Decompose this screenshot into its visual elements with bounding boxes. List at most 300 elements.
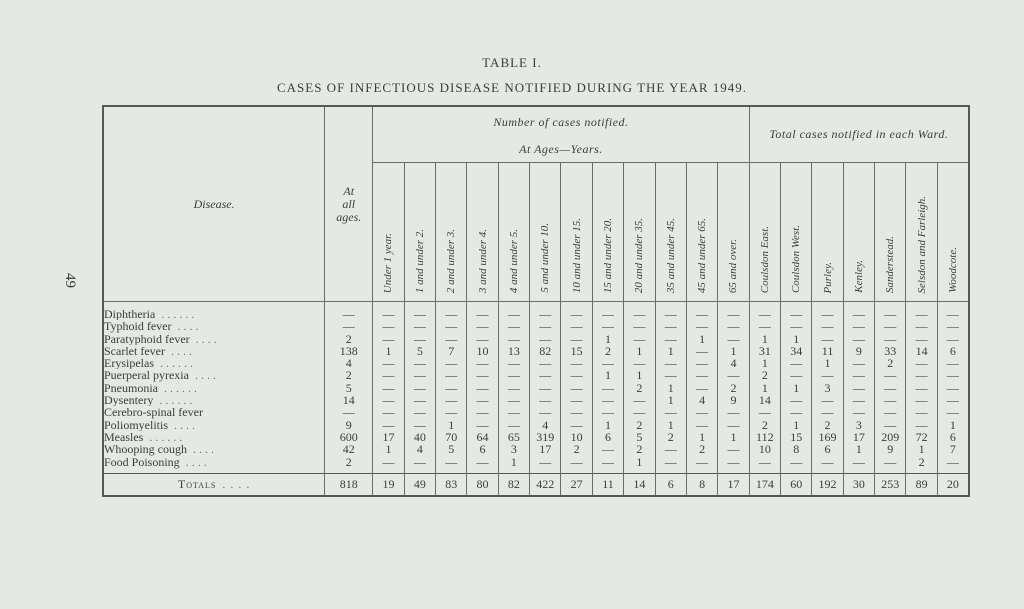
age-group-header — [592, 163, 623, 302]
table-cell: — — [718, 333, 749, 345]
table-cell: 4 — [325, 357, 373, 369]
table-cell: — — [686, 345, 717, 357]
table-cell: 6 — [467, 443, 498, 455]
table-cell: — — [592, 357, 623, 369]
table-cell: — — [373, 382, 404, 394]
table-cell: — — [467, 406, 498, 418]
disease-name — [103, 369, 325, 381]
table-cell: — — [937, 382, 969, 394]
totals-label-text: Totals — [177, 476, 217, 491]
table-cell: 17 — [373, 431, 404, 443]
age-group-header — [624, 163, 655, 302]
table-cell: 8 — [781, 443, 812, 455]
leader-dots: . . . . — [185, 455, 207, 469]
table-cell: 4 — [686, 394, 717, 406]
table-cell: — — [937, 320, 969, 332]
table-cell: 2 — [749, 419, 780, 431]
ward-total-header: Total cases notified in each Ward. — [749, 106, 969, 163]
table-cell: — — [843, 456, 874, 474]
table-cell: 1 — [718, 431, 749, 443]
disease-name — [103, 394, 325, 406]
table-cell: — — [937, 369, 969, 381]
age-group-header — [467, 163, 498, 302]
table-row — [103, 456, 969, 474]
disease-label: Puerperal pyrexia — [104, 369, 189, 382]
disease-name — [103, 345, 325, 357]
table-cell: — — [718, 406, 749, 418]
page-number: 49 — [62, 273, 78, 288]
table-cell: — — [373, 394, 404, 406]
disease-name — [103, 382, 325, 394]
table-cell: — — [749, 320, 780, 332]
table-cell: 13 — [498, 345, 529, 357]
disease-name — [103, 456, 325, 474]
disease-name — [103, 406, 325, 418]
totals-cell: 83 — [436, 473, 467, 496]
table-cell: 2 — [718, 382, 749, 394]
table-cell: — — [530, 369, 561, 381]
table-cell: — — [592, 382, 623, 394]
disease-label: Cerebro-spinal fever — [104, 406, 203, 419]
table-cell: — — [906, 382, 937, 394]
table-cell: 3 — [843, 419, 874, 431]
age-group-header — [530, 163, 561, 302]
table-cell: 15 — [561, 345, 592, 357]
table-cell: — — [325, 302, 373, 321]
table-cell: — — [718, 443, 749, 455]
table-cell: 2 — [812, 419, 843, 431]
table-cell: — — [937, 357, 969, 369]
age-group-header — [404, 163, 435, 302]
table-cell: 209 — [875, 431, 906, 443]
totals-cell: 89 — [906, 473, 937, 496]
table-cell: — — [781, 369, 812, 381]
ward-header — [843, 163, 874, 302]
table-cell: — — [373, 369, 404, 381]
table-cell: 1 — [686, 333, 717, 345]
ward-header — [875, 163, 906, 302]
table-cell: — — [812, 320, 843, 332]
table-cell: — — [373, 333, 404, 345]
leader-dots: . . . . . . — [164, 381, 197, 395]
table-cell: — — [749, 302, 780, 321]
column-header-label: Woodcote. — [946, 247, 959, 293]
table-cell: — — [404, 333, 435, 345]
table-cell: — — [843, 406, 874, 418]
table-cell: — — [624, 406, 655, 418]
table-cell: 42 — [325, 443, 373, 455]
table-cell: — — [812, 369, 843, 381]
table-cell: — — [325, 406, 373, 418]
table-cell: — — [530, 406, 561, 418]
age-group-header — [498, 163, 529, 302]
totals-cell: 82 — [498, 473, 529, 496]
disease-name — [103, 357, 325, 369]
table-cell: — — [530, 382, 561, 394]
column-header-label: 20 and under 35. — [633, 217, 646, 293]
table-cell: 10 — [467, 345, 498, 357]
table-cell: — — [655, 443, 686, 455]
table-cell: 9 — [718, 394, 749, 406]
table-title: TABLE I. — [482, 55, 542, 70]
number-of-cases-header: Number of cases notified. — [373, 106, 749, 137]
totals-cell: 11 — [592, 473, 623, 496]
table-cell: 9 — [325, 419, 373, 431]
table-cell: — — [718, 369, 749, 381]
table-cell: — — [718, 456, 749, 474]
disease-name — [103, 443, 325, 455]
table-cell: — — [498, 369, 529, 381]
table-cell: — — [467, 419, 498, 431]
table-cell: — — [467, 302, 498, 321]
table-cell: 2 — [592, 345, 623, 357]
disease-label: Dysentery — [104, 394, 154, 407]
table-cell: — — [655, 406, 686, 418]
totals-cell: 192 — [812, 473, 843, 496]
table-cell: — — [436, 357, 467, 369]
totals-cell: 8 — [686, 473, 717, 496]
table-cell: — — [467, 333, 498, 345]
table-cell: — — [937, 302, 969, 321]
table-cell: — — [624, 320, 655, 332]
column-header-label: 5 and under 10. — [539, 223, 552, 293]
table-cell: — — [812, 333, 843, 345]
age-group-header — [561, 163, 592, 302]
table-cell: 14 — [749, 394, 780, 406]
column-header-label: 4 and under 5. — [507, 228, 520, 293]
table-cell: 2 — [325, 369, 373, 381]
table-cell: 2 — [906, 456, 937, 474]
table-cell: — — [906, 333, 937, 345]
table-cell: 1 — [436, 419, 467, 431]
table-cell: — — [655, 320, 686, 332]
column-header-label: Kenley. — [852, 260, 865, 293]
table-cell: — — [436, 302, 467, 321]
table-cell: — — [686, 406, 717, 418]
disease-name — [103, 431, 325, 443]
table-cell: — — [812, 302, 843, 321]
table-row — [103, 345, 969, 357]
table-cell: — — [404, 357, 435, 369]
column-header-label: 35 and under 45. — [664, 217, 677, 293]
totals-cell: 17 — [718, 473, 749, 496]
table-cell: — — [624, 394, 655, 406]
table-cell: — — [906, 419, 937, 431]
disease-label: Measles — [104, 430, 144, 444]
table-row — [103, 320, 969, 332]
table-cell: 1 — [781, 333, 812, 345]
totals-cell: 253 — [875, 473, 906, 496]
table-cell: — — [592, 443, 623, 455]
table-cell: — — [624, 333, 655, 345]
table-cell: — — [937, 394, 969, 406]
table-cell: 2 — [624, 382, 655, 394]
table-cell: — — [781, 394, 812, 406]
table-cell: — — [561, 333, 592, 345]
table-cell: 1 — [937, 419, 969, 431]
table-cell: — — [561, 394, 592, 406]
table-cell: — — [624, 302, 655, 321]
table-cell: 4 — [530, 419, 561, 431]
disease-label: Erysipelas — [104, 357, 154, 370]
table-cell: — — [875, 320, 906, 332]
table-cell: — — [906, 369, 937, 381]
table-cell: 1 — [655, 419, 686, 431]
table-row — [103, 302, 969, 321]
table-cell: — — [781, 406, 812, 418]
table-cell: 2 — [624, 443, 655, 455]
table-cell: 112 — [749, 431, 780, 443]
table-cell: — — [875, 456, 906, 474]
table-cell: 5 — [325, 382, 373, 394]
age-group-header — [373, 163, 404, 302]
table-cell: — — [592, 320, 623, 332]
table-cell: 2 — [325, 456, 373, 474]
table-cell: — — [812, 456, 843, 474]
disease-label: Scarlet fever — [104, 344, 165, 358]
age-group-header — [686, 163, 717, 302]
table-cell: 17 — [843, 431, 874, 443]
ward-header — [906, 163, 937, 302]
leader-dots: . . . . . . — [160, 357, 193, 370]
table-cell: — — [592, 406, 623, 418]
table-row — [103, 369, 969, 381]
table-cell: 3 — [812, 382, 843, 394]
infectious-disease-table — [102, 105, 970, 497]
table-cell: — — [875, 382, 906, 394]
column-header-label: Selsdon and Farleigh. — [915, 195, 928, 293]
table-cell: 10 — [749, 443, 780, 455]
table-cell: 2 — [875, 357, 906, 369]
table-cell: — — [843, 394, 874, 406]
age-group-header — [655, 163, 686, 302]
table-cell: — — [781, 456, 812, 474]
table-cell: 1 — [624, 456, 655, 474]
table-cell: — — [843, 369, 874, 381]
leader-dots: . . . . . . — [149, 430, 183, 444]
table-cell: 2 — [561, 443, 592, 455]
column-header-label: Purley. — [821, 261, 834, 293]
totals-cell: 27 — [561, 473, 592, 496]
table-cell: — — [812, 406, 843, 418]
table-cell: — — [655, 357, 686, 369]
table-cell: 6 — [812, 443, 843, 455]
table-cell: — — [498, 382, 529, 394]
table-cell: — — [561, 369, 592, 381]
table-cell: — — [875, 302, 906, 321]
table-cell: 10 — [561, 431, 592, 443]
table-cell: 14 — [325, 394, 373, 406]
table-cell: 65 — [498, 431, 529, 443]
table-cell: — — [325, 320, 373, 332]
table-cell: 1 — [843, 443, 874, 455]
table-cell: — — [373, 357, 404, 369]
table-cell: — — [843, 333, 874, 345]
table-cell: — — [686, 419, 717, 431]
table-cell: 1 — [592, 419, 623, 431]
table-cell: — — [749, 406, 780, 418]
table-cell: — — [436, 406, 467, 418]
table-cell: 17 — [530, 443, 561, 455]
table-cell: — — [404, 320, 435, 332]
table-cell: 2 — [749, 369, 780, 381]
table-cell: 4 — [404, 443, 435, 455]
table-cell: — — [906, 394, 937, 406]
disease-label: Food Poisoning — [104, 455, 180, 469]
table-cell: 34 — [781, 345, 812, 357]
table-cell: 1 — [624, 369, 655, 381]
table-cell: 5 — [404, 345, 435, 357]
ward-header — [781, 163, 812, 302]
table-cell: 1 — [749, 357, 780, 369]
table-cell: — — [686, 456, 717, 474]
column-header-label: 65 and over. — [727, 238, 740, 293]
table-cell: 1 — [655, 382, 686, 394]
table-cell: — — [436, 320, 467, 332]
table-cell: — — [843, 302, 874, 321]
table-cell: — — [530, 456, 561, 474]
table-cell: — — [436, 369, 467, 381]
table-row — [103, 406, 969, 418]
table-cell: 600 — [325, 431, 373, 443]
table-row — [103, 382, 969, 394]
table-cell: — — [718, 419, 749, 431]
totals-cell: 30 — [843, 473, 874, 496]
table-cell: — — [467, 357, 498, 369]
disease-name — [103, 333, 325, 345]
leader-dots: . . . . — [195, 332, 217, 345]
ward-header — [812, 163, 843, 302]
table-cell: 1 — [592, 333, 623, 345]
disease-column-header: Disease. — [103, 106, 325, 302]
table-cell: 1 — [498, 456, 529, 474]
column-header-label: Sanderstead. — [884, 235, 897, 293]
table-cell: 2 — [686, 443, 717, 455]
table-cell: — — [467, 382, 498, 394]
table-cell: 138 — [325, 345, 373, 357]
table-cell: — — [812, 394, 843, 406]
totals-label — [103, 473, 325, 496]
table-cell: 70 — [436, 431, 467, 443]
table-cell: — — [498, 320, 529, 332]
table-cell: 1 — [781, 382, 812, 394]
leader-dots: . . . . — [170, 344, 192, 358]
totals-cell: 818 — [325, 473, 373, 496]
table-cell: — — [875, 369, 906, 381]
table-cell: — — [404, 302, 435, 321]
table-cell: — — [592, 394, 623, 406]
table-cell: — — [906, 406, 937, 418]
disease-label: Typhoid fever — [104, 320, 172, 333]
table-cell: — — [373, 320, 404, 332]
at-ages-header: At Ages—Years. — [373, 137, 749, 163]
table-cell: 1 — [718, 345, 749, 357]
table-cell: — — [781, 357, 812, 369]
table-cell: — — [875, 406, 906, 418]
table-cell: — — [373, 419, 404, 431]
table-cell: 15 — [781, 431, 812, 443]
table-cell: — — [843, 357, 874, 369]
table-subtitle: CASES OF INFECTIOUS DISEASE NOTIFIED DURING THE YEAR 1949. — [276, 80, 748, 95]
table-cell: 169 — [812, 431, 843, 443]
table-cell: — — [404, 382, 435, 394]
age-group-header — [718, 163, 749, 302]
table-cell: — — [373, 302, 404, 321]
table-cell: — — [467, 394, 498, 406]
table-cell: 82 — [530, 345, 561, 357]
table-cell: 9 — [843, 345, 874, 357]
totals-cell: 6 — [655, 473, 686, 496]
table-cell: 319 — [530, 431, 561, 443]
table-cell: 1 — [686, 431, 717, 443]
table-cell: — — [655, 369, 686, 381]
table-cell: — — [498, 419, 529, 431]
ward-header — [749, 163, 780, 302]
table-cell: — — [655, 456, 686, 474]
table-row — [103, 443, 969, 455]
column-header-label: 10 and under 15. — [570, 217, 583, 293]
table-cell: 33 — [875, 345, 906, 357]
table-cell: — — [498, 357, 529, 369]
column-header-label: 2 and under 3. — [445, 228, 458, 293]
table-row — [103, 431, 969, 443]
table-cell: — — [749, 456, 780, 474]
table-cell: 1 — [906, 443, 937, 455]
table-row — [103, 357, 969, 369]
table-cell: — — [404, 394, 435, 406]
table-cell: 1 — [373, 443, 404, 455]
table-cell: — — [843, 382, 874, 394]
table-cell: 6 — [937, 345, 969, 357]
table-cell: 11 — [812, 345, 843, 357]
table-cell: — — [467, 320, 498, 332]
leader-dots: . . . . — [222, 476, 251, 491]
table-cell: — — [875, 419, 906, 431]
table-cell: — — [436, 333, 467, 345]
table-cell: — — [436, 382, 467, 394]
table-cell: 2 — [655, 431, 686, 443]
table-cell: 14 — [906, 345, 937, 357]
column-header-label: Under 1 year. — [382, 232, 395, 293]
disease-name — [103, 302, 325, 321]
table-cell: — — [498, 302, 529, 321]
table-cell: — — [592, 302, 623, 321]
table-cell: — — [404, 406, 435, 418]
table-cell: — — [906, 320, 937, 332]
table-cell: — — [624, 357, 655, 369]
leader-dots: . . . . — [193, 443, 214, 456]
table-cell: — — [718, 320, 749, 332]
table-cell: 40 — [404, 431, 435, 443]
table-cell: — — [373, 456, 404, 474]
disease-label: Diphtheria — [104, 307, 156, 321]
column-header-label: 1 and under 2. — [413, 228, 426, 293]
disease-label: Paratyphoid fever — [104, 332, 190, 345]
table-row — [103, 394, 969, 406]
leader-dots: . . . . — [194, 369, 216, 382]
table-cell: — — [875, 333, 906, 345]
table-cell: 64 — [467, 431, 498, 443]
table-cell: — — [530, 357, 561, 369]
table-cell: — — [686, 357, 717, 369]
totals-cell: 19 — [373, 473, 404, 496]
table-cell: — — [655, 302, 686, 321]
table-cell: 1 — [655, 394, 686, 406]
table-cell: — — [655, 333, 686, 345]
table-cell: — — [937, 333, 969, 345]
all-ages-column-header: At all ages. — [325, 106, 373, 302]
table-cell: — — [561, 456, 592, 474]
